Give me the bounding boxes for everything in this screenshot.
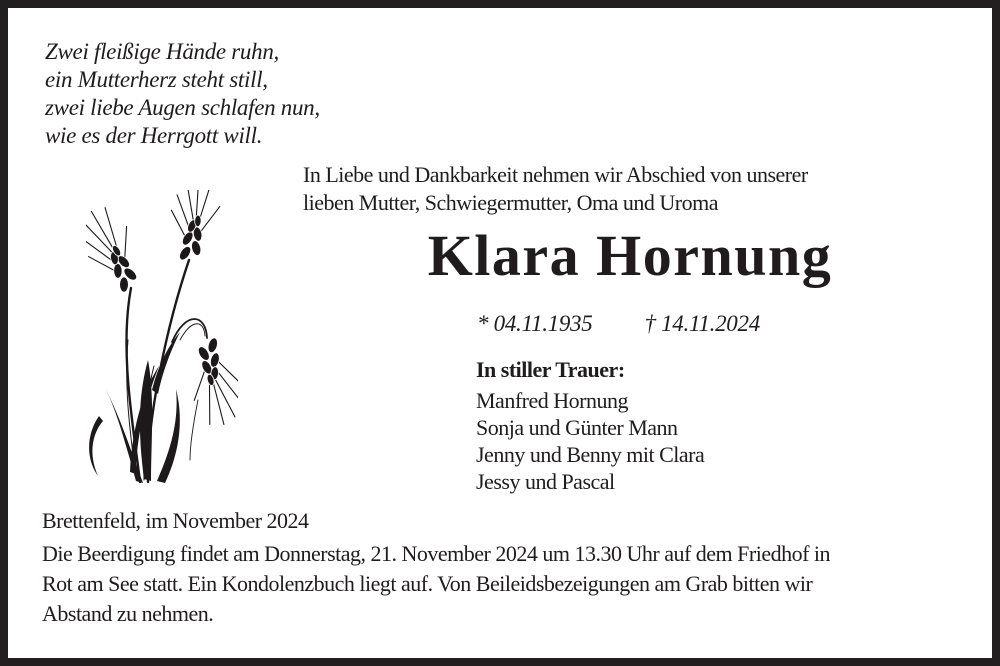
poem-line: wie es der Herrgott will. [45,123,263,148]
mourner-name: Sonja und Günter Mann [476,415,678,440]
poem-line: zwei liebe Augen schlafen nun, [45,95,320,120]
mourner-name: Jenny und Benny mit Clara [476,442,705,467]
farewell-intro [303,161,808,217]
deceased-name: Klara Hornung [427,223,833,288]
mourner-name: Jessy und Pascal [476,469,615,494]
place-date-line: Brettenfeld, im November 2024 [42,508,309,533]
intro-line: In Liebe und Dankbarkeit nehmen wir Abschied von unserer [303,162,808,187]
mourners-block [476,356,704,495]
funeral-line: Die Beerdigung findet am Donnerstag, 21. November 2024 um 13.30 Uhr auf dem Friedhof in [42,541,831,566]
intro-line: lieben Mutter, Schwiegermutter, Oma und Uroma [303,190,719,215]
mourning-heading: In stiller Trauer: [476,357,625,382]
wheat-stalks-icon [86,190,238,492]
funeral-line: Abstand zu nehmen. [42,601,214,626]
birth-date: * 04.11.1935 [477,311,593,336]
poem-line: ein Mutterherz steht still, [45,67,268,92]
memorial-poem [45,38,320,150]
mourner-name: Manfred Hornung [476,388,628,413]
life-dates [477,310,760,338]
funeral-line: Rot am See statt. Ein Kondolenzbuch liegt auf. Von Beileidsbezeigungen am Grab bitten wir [42,571,813,596]
funeral-announcement [42,539,830,629]
death-date: † 14.11.2024 [644,311,760,336]
poem-line: Zwei fleißige Hände ruhn, [45,39,279,64]
